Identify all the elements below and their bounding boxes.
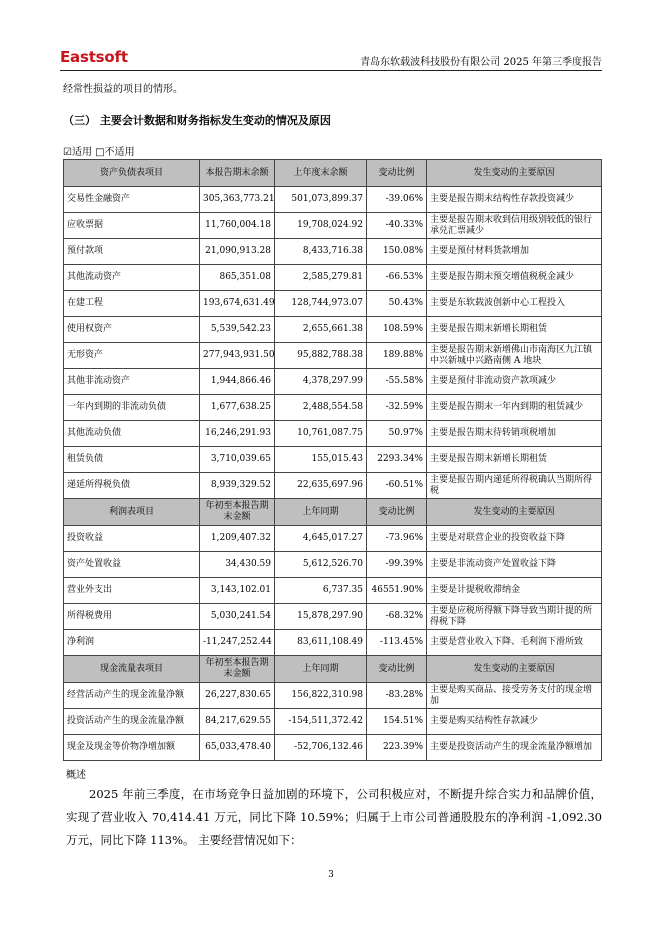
table-cell: 主要是报告期末新增长期租赁 (427, 447, 602, 473)
table-cell: 1,677,638.25 (200, 395, 275, 421)
header-cell: 年初至本报告期末金额 (200, 656, 275, 683)
table-cell: 主要是预付非流动资产款项减少 (427, 369, 602, 395)
table-cell: -60.51% (367, 473, 427, 499)
table-cell: 1,209,407.32 (200, 526, 275, 552)
table-cell: 主要是报告期末预交增值税税金减少 (427, 265, 602, 291)
table-cell: 主要是应税所得额下降导致当期计提的所得税下降 (427, 604, 602, 630)
table-cell: 150.08% (367, 239, 427, 265)
table-cell: -39.06% (367, 187, 427, 213)
table-cell: 128,744,973.07 (275, 291, 367, 317)
header-cell: 变动比例 (367, 656, 427, 683)
table-row (64, 552, 602, 578)
table-cell: 营业外支出 (64, 578, 200, 604)
table-cell: 主要是对联营企业的投资收益下降 (427, 526, 602, 552)
table-cell: 无形资产 (64, 343, 200, 369)
table-cell: 108.59% (367, 317, 427, 343)
table-cell: -32.59% (367, 395, 427, 421)
table-row (64, 578, 602, 604)
table-cell: 投资活动产生的现金流量净额 (64, 709, 200, 735)
table-cell: 经营活动产生的现金流量净额 (64, 683, 200, 709)
table-cell: 2,488,554.58 (275, 395, 367, 421)
table-cell: 154.51% (367, 709, 427, 735)
table-cell: 3,143,102.01 (200, 578, 275, 604)
table-cell: 5,612,526.70 (275, 552, 367, 578)
table-cell: 2,655,661.38 (275, 317, 367, 343)
table-cell: 46551.90% (367, 578, 427, 604)
applicability-checkbox: ☑适用 □不适用 (63, 147, 135, 158)
table-cell: 主要是报告期末新增长期租赁 (427, 317, 602, 343)
table-cell: 501,073,899.37 (275, 187, 367, 213)
table-cell: 其他流动负债 (64, 421, 200, 447)
table-cell: 34,430.59 (200, 552, 275, 578)
table-cell: -99.39% (367, 552, 427, 578)
page-header (60, 40, 602, 71)
header-cell: 变动比例 (367, 160, 427, 187)
table-cell: 主要是报告期内递延所得税确认当期所得税 (427, 473, 602, 499)
table-cell: 主要是营业收入下降、毛利润下滑所致 (427, 630, 602, 656)
header-cell: 本报告期末余额 (200, 160, 275, 187)
header-cell: 发生变动的主要原因 (427, 656, 602, 683)
table-cell: 277,943,931.50 (200, 343, 275, 369)
table-cell: 主要是购买商品、接受劳务支付的现金增加 (427, 683, 602, 709)
cashflow-header-row (64, 656, 602, 683)
overview-label: 概述 (66, 770, 86, 781)
header-cell: 现金流量表项目 (64, 656, 200, 683)
table-cell: 主要是东软载波创新中心工程投入 (427, 291, 602, 317)
table-cell: 305,363,773.21 (200, 187, 275, 213)
financial-changes-table (63, 159, 602, 761)
table-cell: 2,585,279.81 (275, 265, 367, 291)
section-title: （三） 主要会计数据和财务指标发生变动的情况及原因 (63, 114, 331, 127)
table-cell: 865,351.08 (200, 265, 275, 291)
table-cell: -40.33% (367, 213, 427, 239)
table-cell: 净利润 (64, 630, 200, 656)
table-row (64, 630, 602, 656)
header-cell: 发生变动的主要原因 (427, 499, 602, 526)
table-cell: -55.58% (367, 369, 427, 395)
table-row (64, 395, 602, 421)
intro-line: 经常性损益的项目的情形。 (63, 84, 183, 95)
table-row (64, 709, 602, 735)
table-cell: -52,706,132.46 (275, 735, 367, 761)
table-row (64, 239, 602, 265)
table-cell: 主要是预付材料货款增加 (427, 239, 602, 265)
table-cell: 4,378,297.99 (275, 369, 367, 395)
page-number: 3 (328, 870, 334, 880)
table-cell: 21,090,913.28 (200, 239, 275, 265)
table-cell: 8,939,329.52 (200, 473, 275, 499)
table-cell: 193,674,631.49 (200, 291, 275, 317)
table-cell: 主要是报告期末一年内到期的租赁减少 (427, 395, 602, 421)
table-cell: 2293.34% (367, 447, 427, 473)
table-cell: 现金及现金等价物净增加额 (64, 735, 200, 761)
table-cell: 50.43% (367, 291, 427, 317)
table-row (64, 291, 602, 317)
table-cell: 5,030,241.54 (200, 604, 275, 630)
table-cell: -113.45% (367, 630, 427, 656)
table-cell: 应收票据 (64, 213, 200, 239)
table-cell: 交易性金融资产 (64, 187, 200, 213)
table-cell: 6,737.35 (275, 578, 367, 604)
header-cell: 年初至本报告期末金额 (200, 499, 275, 526)
table-cell: 主要是非流动资产处置收益下降 (427, 552, 602, 578)
header-cell: 利润表项目 (64, 499, 200, 526)
table-cell: 22,635,697.96 (275, 473, 367, 499)
table-cell: 189.88% (367, 343, 427, 369)
header-cell: 上年同期 (275, 656, 367, 683)
table-cell: -66.53% (367, 265, 427, 291)
table-cell: 5,539,542.23 (200, 317, 275, 343)
table-cell: 1,944,866.46 (200, 369, 275, 395)
table-cell: 主要是报告期末待转销项税增加 (427, 421, 602, 447)
table-cell: -73.96% (367, 526, 427, 552)
table-row (64, 369, 602, 395)
table-row (64, 421, 602, 447)
table-cell: 其他流动资产 (64, 265, 200, 291)
table-row (64, 213, 602, 239)
table-cell: 15,878,297.90 (275, 604, 367, 630)
table-cell: 50.97% (367, 421, 427, 447)
table-cell: 主要是投资活动产生的现金流量净额增加 (427, 735, 602, 761)
table-cell: 19,708,024.92 (275, 213, 367, 239)
income-header-row (64, 499, 602, 526)
table-cell: 租赁负债 (64, 447, 200, 473)
table-cell: 所得税费用 (64, 604, 200, 630)
table-row (64, 683, 602, 709)
table-row (64, 604, 602, 630)
table-cell: 使用权资产 (64, 317, 200, 343)
table-cell: 主要是报告期末新增佛山市南海区九江镇中兴新城中兴路南侧 A 地块 (427, 343, 602, 369)
table-row (64, 473, 602, 499)
table-cell: 16,246,291.93 (200, 421, 275, 447)
table-cell: 主要是报告期末结构性存款投资减少 (427, 187, 602, 213)
table-cell: 155,015.43 (275, 447, 367, 473)
table-cell: 10,761,087.75 (275, 421, 367, 447)
eastsoft-logo: Eastsoft (60, 48, 128, 66)
table-row (64, 317, 602, 343)
table-cell: 主要是报告期末收到信用级别较低的银行承兑汇票减少 (427, 213, 602, 239)
table-cell: 4,645,017.27 (275, 526, 367, 552)
table-cell: 其他非流动资产 (64, 369, 200, 395)
table-cell: -68.32% (367, 604, 427, 630)
table-cell: 一年内到期的非流动负债 (64, 395, 200, 421)
table-cell: 递延所得税负债 (64, 473, 200, 499)
table-cell: 资产处置收益 (64, 552, 200, 578)
table-cell: 26,227,830.65 (200, 683, 275, 709)
table-cell: -11,247,252.44 (200, 630, 275, 656)
report-title: 青岛东软载波科技股份有限公司 2025 年第三季度报告 (360, 57, 602, 68)
table-cell: 65,033,478.40 (200, 735, 275, 761)
table-cell: 主要是计提税收滞纳金 (427, 578, 602, 604)
table-cell: 95,882,788.38 (275, 343, 367, 369)
table-cell: 11,760,004.18 (200, 213, 275, 239)
table-row (64, 343, 602, 369)
header-cell: 资产负债表项目 (64, 160, 200, 187)
table-cell: 主要是购买结构性存款减少 (427, 709, 602, 735)
header-cell: 上年同期 (275, 499, 367, 526)
table-row (64, 265, 602, 291)
table-cell: 156,822,310.98 (275, 683, 367, 709)
table-cell: 223.39% (367, 735, 427, 761)
header-cell: 上年度末余额 (275, 160, 367, 187)
header-cell: 变动比例 (367, 499, 427, 526)
table-cell: 8,433,716.38 (275, 239, 367, 265)
table-cell: 预付款项 (64, 239, 200, 265)
table-cell: -154,511,372.42 (275, 709, 367, 735)
table-row (64, 187, 602, 213)
table-row (64, 447, 602, 473)
table-cell: 3,710,039.65 (200, 447, 275, 473)
table-cell: 投资收益 (64, 526, 200, 552)
table-cell: 83,611,108.49 (275, 630, 367, 656)
header-cell: 发生变动的主要原因 (427, 160, 602, 187)
balance-header-row (64, 160, 602, 187)
table-row (64, 735, 602, 761)
table-cell: 在建工程 (64, 291, 200, 317)
table-cell: 84,217,629.55 (200, 709, 275, 735)
table-row (64, 526, 602, 552)
overview-paragraph: 2025 年前三季度，在市场竞争日益加剧的环境下，公司积极应对，不断提升综合实力和品牌价值，实现了营业收入 70,414.41 万元，同比下降 10.59%；归属于上市公司普通股股东的净利润 -1,092.30 万元，同比下降 113%。 主要经营情况如下： (66, 787, 602, 847)
table-cell: -83.28% (367, 683, 427, 709)
